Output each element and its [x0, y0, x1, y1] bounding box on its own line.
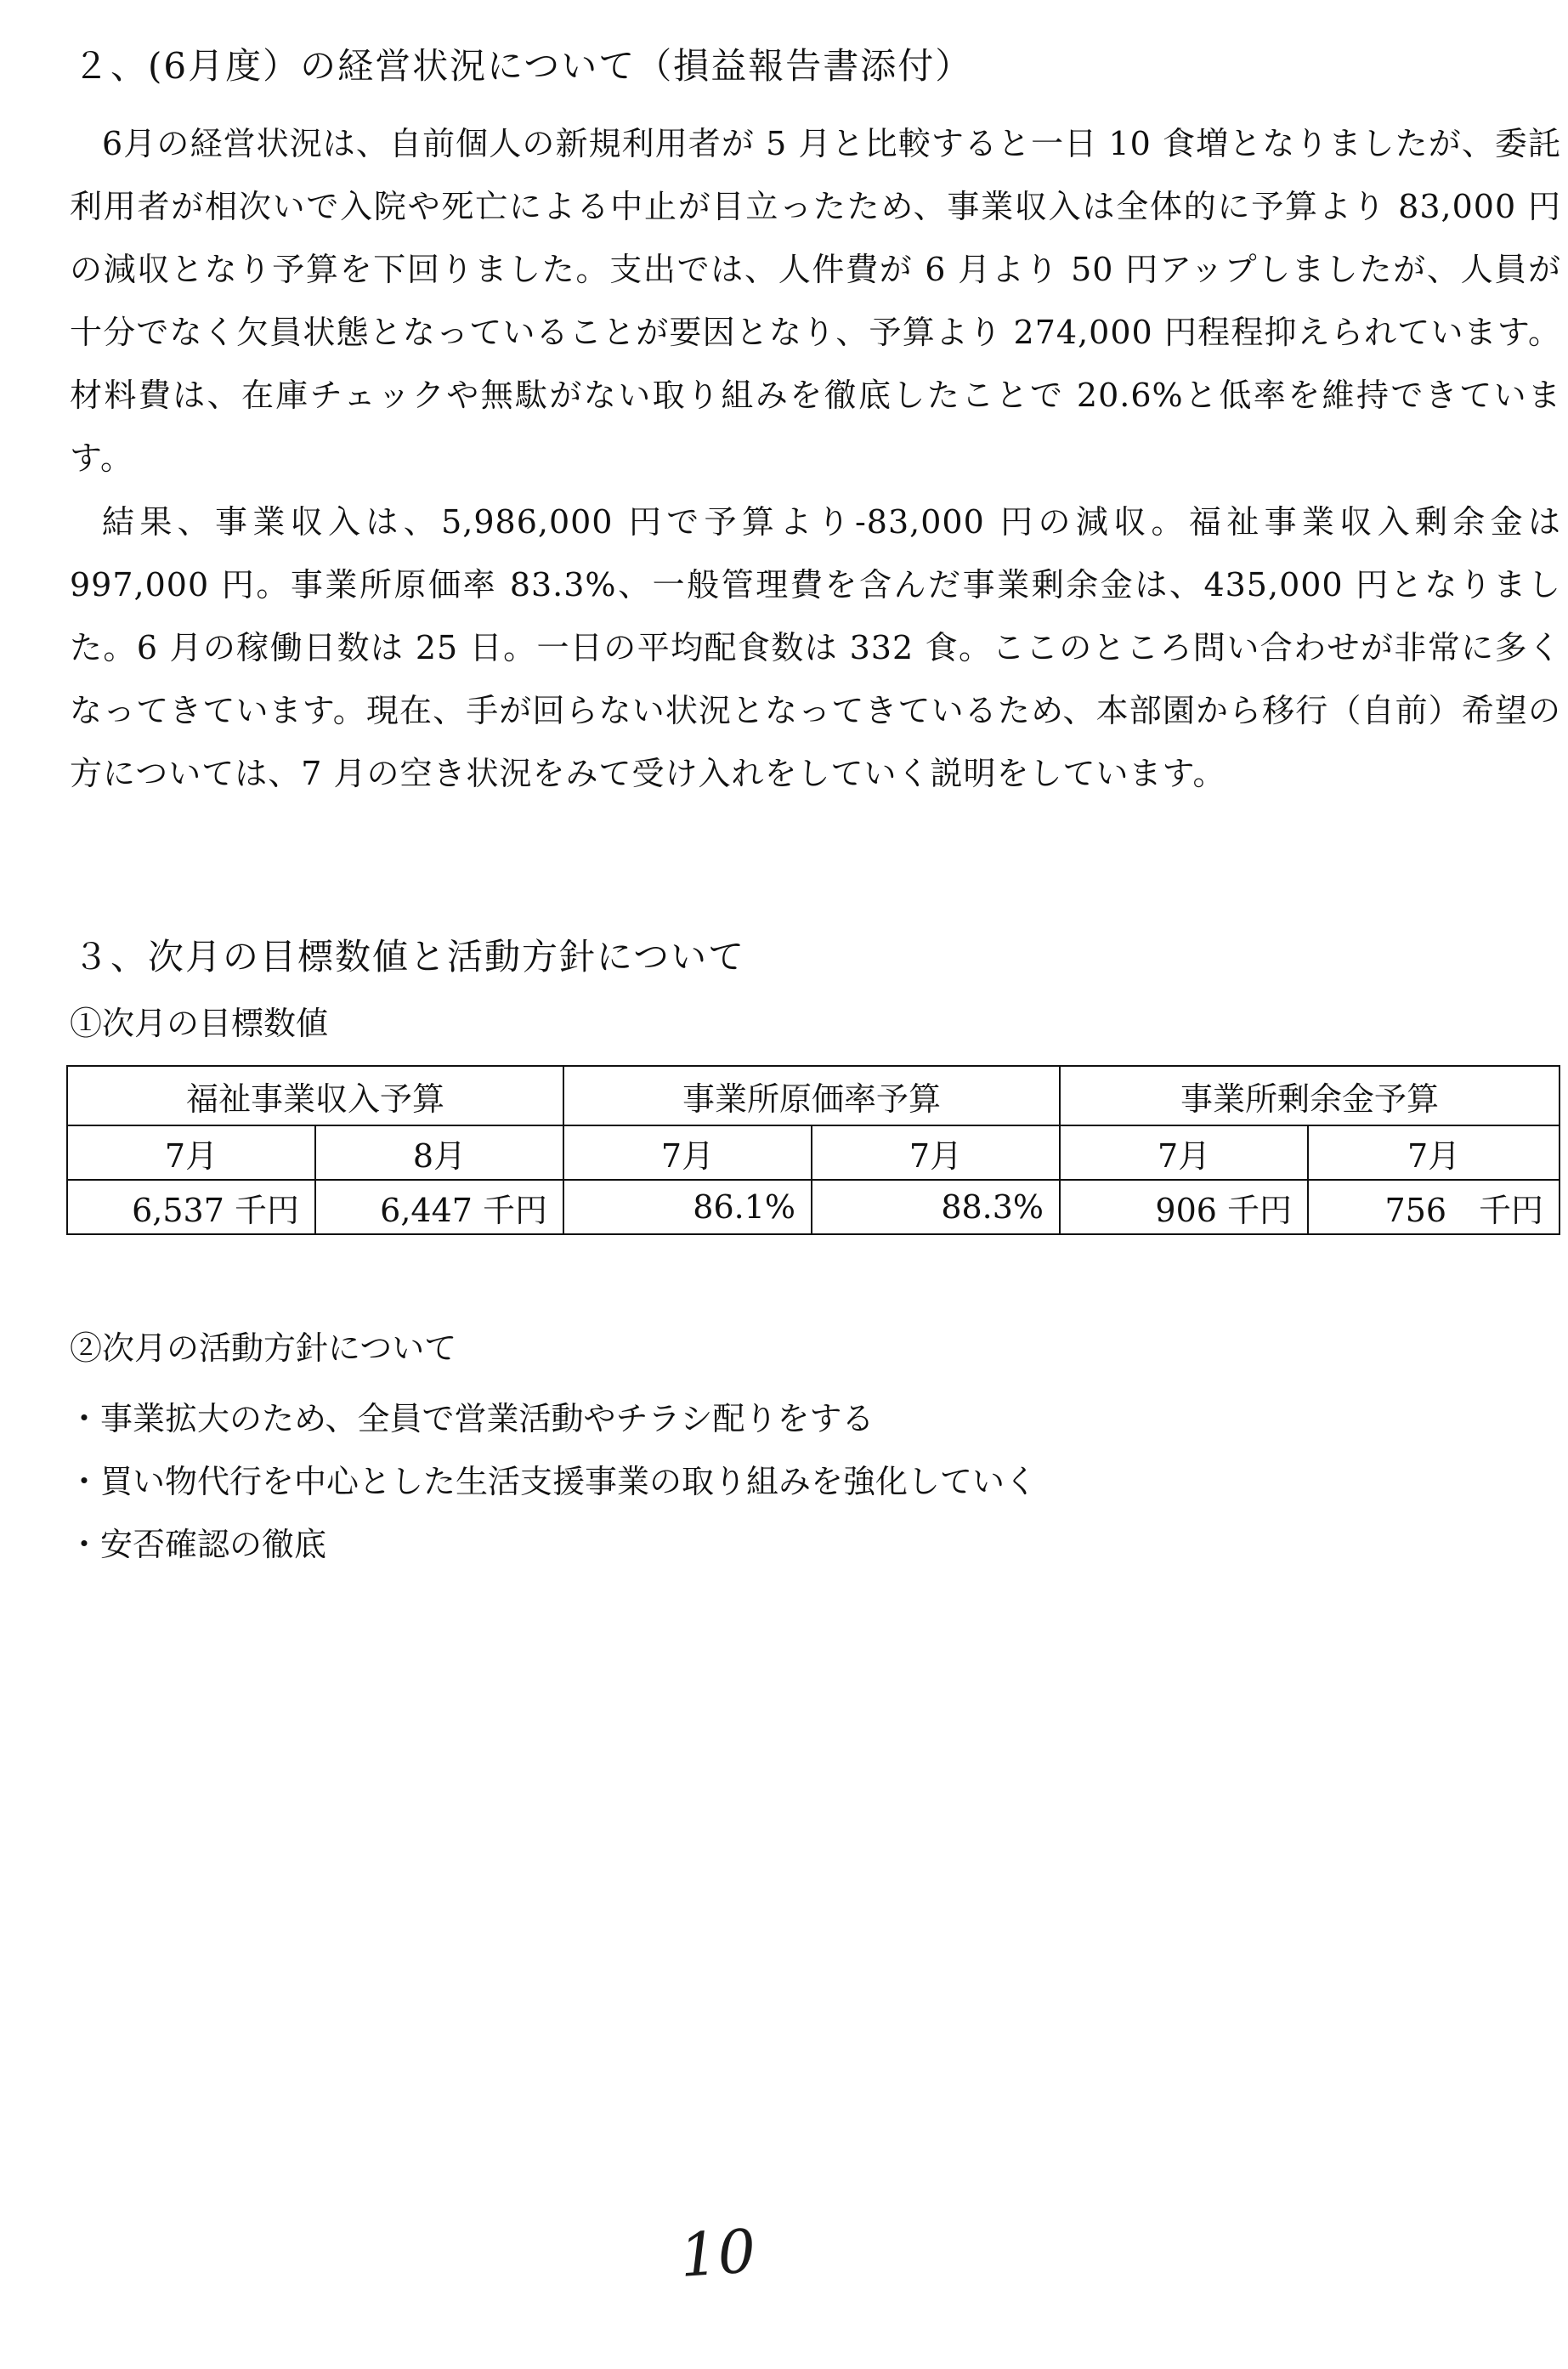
page-number: 10: [677, 2215, 758, 2292]
table-month-cell: 7月: [563, 1125, 812, 1180]
table-month-row: [67, 1125, 1560, 1180]
policy-list: [68, 1387, 1037, 1576]
table-header-cell: 事業所剰余金予算: [1060, 1066, 1560, 1125]
policy-item: ・安否確認の徹底: [68, 1526, 327, 1563]
section-3-heading: ３、次月の目標数値と活動方針について: [73, 936, 746, 978]
section-2-paragraph-1: 6月の経営状況は、自前個人の新規利用者が 5 月と比較すると一日 10 食増となりましたが、委託利用者が相次いで入院や死亡による中止が目立ったため、事業収入は全体的に予算より 83,000 円の減収となり予算を下回りました。支出では、人件費が 6 月より 50 円アップしましたが、人員が十分でなく欠員状態となっていることが要因となり、予算より 274,000 円程程抑えられています。材料費は、在庫チェックや無駄がない取り組みを徹底したことで 20.6%と低率を維持できています。: [70, 125, 1561, 477]
table-value-cell: 6,447 千円: [315, 1180, 563, 1234]
policy-item: ・買い物代行を中心とした生活支援事業の取り組みを強化していく: [68, 1463, 1038, 1500]
table-month-cell: 7月: [812, 1125, 1060, 1180]
table-header-cell: 事業所原価率予算: [563, 1066, 1060, 1125]
table-value-row: [67, 1180, 1560, 1234]
table-value-cell: 86.1%: [563, 1180, 812, 1234]
table-month-cell: 8月: [315, 1125, 563, 1180]
table-value-cell: 906 千円: [1060, 1180, 1308, 1234]
table-month-cell: 7月: [1060, 1125, 1308, 1180]
section-2-heading: ２、(6月度）の経営状況について（損益報告書添付）: [73, 45, 973, 87]
table-month-cell: 7月: [1308, 1125, 1560, 1180]
targets-subheading: ①次月の目標数値: [70, 1005, 329, 1042]
table-value-cell: 756 千円: [1308, 1180, 1560, 1234]
section-2-paragraph-2: 結果、事業収入は、5,986,000 円で予算より-83,000 円の減収。福祉事業収入剰余金は 997,000 円。事業所原価率 83.3%、一般管理費を含んだ事業剰余金は、435,000 円となりました。6 月の稼働日数は 25 日。一日の平均配食数は 332 食。ここのところ問い合わせが非常に多くなってきています。現在、手が回らない状況となってきているため、本部園から移行（自前）希望の方については、7 月の空き状況をみて受け入れをしていく説明をしています。: [70, 503, 1561, 792]
table-value-cell: 6,537 千円: [67, 1180, 315, 1234]
targets-table: [66, 1065, 1560, 1235]
policy-subheading: ②次月の活動方針について: [70, 1329, 457, 1367]
table-value-cell: 88.3%: [812, 1180, 1060, 1234]
table-header-row: [67, 1066, 1560, 1125]
table-header-cell: 福祉事業収入予算: [67, 1066, 563, 1125]
table-month-cell: 7月: [67, 1125, 315, 1180]
policy-item: ・事業拡大のため、全員で営業活動やチラシ配りをする: [68, 1400, 875, 1437]
